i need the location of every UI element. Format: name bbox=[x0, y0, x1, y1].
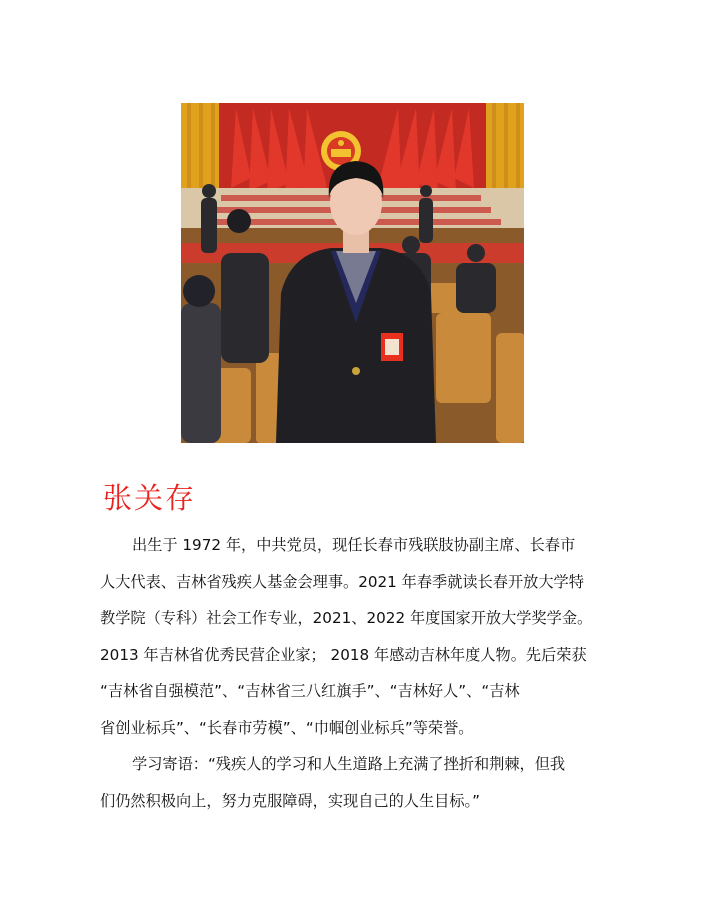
portrait-illustration bbox=[181, 103, 524, 443]
person-name-heading: 张关存 bbox=[103, 481, 197, 515]
bio-line: “吉林省自强模范”、“吉林省三八红旗手”、“吉林好人”、“吉林 bbox=[100, 682, 520, 700]
bio-line: 出生于 1972 年，中共党员，现任长春市残联肢协副主席、长春市 bbox=[132, 536, 576, 554]
delegate-badge-icon bbox=[381, 333, 403, 361]
motto-line: 学习寄语：“残疾人的学习和人生道路上充满了挫折和荆棘，但我 bbox=[132, 755, 566, 773]
bio-line: 人大代表、吉林省残疾人基金会理事。2021 年春季就读长春开放大学特 bbox=[100, 572, 584, 591]
bio-line: 2013 年吉林省优秀民营企业家； 2018 年感动吉林年度人物。先后荣获 bbox=[100, 645, 587, 664]
bio-line: 省创业标兵”、“长春市劳模”、“巾帼创业标兵”等荣誉。 bbox=[100, 718, 474, 737]
biography-text bbox=[100, 527, 620, 819]
motto-line: 们仍然积极向上，努力克服障碍，实现自己的人生目标。” bbox=[100, 791, 480, 810]
bio-line: 教学院（专科）社会工作专业，2021、2022 年度国家开放大学奖学金。 bbox=[100, 609, 593, 627]
portrait-photo bbox=[181, 103, 524, 443]
